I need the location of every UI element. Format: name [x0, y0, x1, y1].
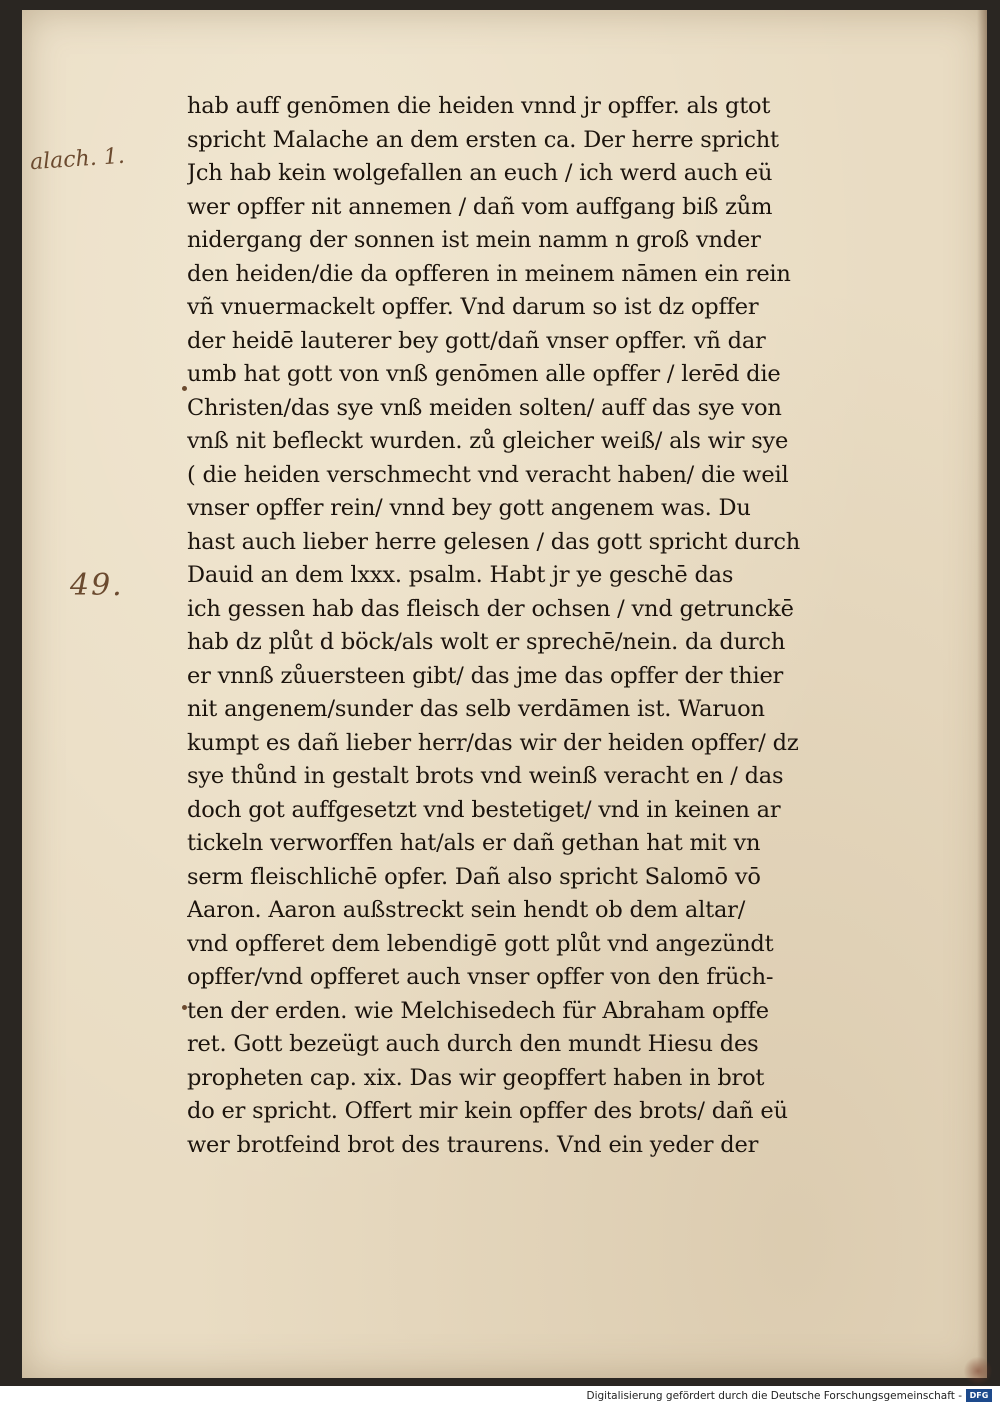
text-line: propheten cap. xix. Das wir geopffert haben in brot — [187, 1064, 765, 1091]
text-line: sye thůnd in gestalt brots vnd weinß veracht en / das — [187, 763, 784, 789]
text-line: ten der erden. wie Melchisedech für Abraham opffe — [187, 997, 769, 1024]
page-edge-shadow — [977, 10, 987, 1378]
text-line: vnd opfferet dem lebendigē gott plůt vnd angezündt — [187, 930, 774, 957]
text-line: doch got auffgesetzt vnd bestetiget/ vnd in keinen ar — [187, 796, 781, 823]
text-line: serm fleischlichē opfer. Dañ also spricht Salomō vō — [187, 863, 761, 890]
text-line: ( die heiden verschmecht vnd veracht haben/ die weil — [187, 461, 789, 488]
text-line: do er spricht. Offert mir kein opffer des brots/ dañ eü — [187, 1098, 788, 1124]
text-line: ret. Gott bezeügt auch durch den mundt Hiesu des — [187, 1031, 759, 1057]
margin-note-malachi: alach. 1. — [29, 143, 126, 176]
text-line: nidergang der sonnen ist mein namm n groß vnder — [187, 227, 761, 253]
text-line: der heidē lauterer bey gott/dañ vnser opffer. vñ dar — [187, 327, 766, 354]
text-line: vñ vnuermackelt opffer. Vnd darum so ist dz opffer — [187, 294, 759, 320]
text-line: umb hat gott von vnß genōmen alle opffer / lerēd die — [187, 361, 781, 387]
text-line: vnß nit befleckt wurden. zů gleicher weiß/ als wir sye — [187, 428, 789, 454]
text-line: wer opffer nit annemen / dañ vom auffgang biß zům — [187, 193, 773, 220]
text-line: den heiden/die da opfferen in meinem nāmen ein rein — [187, 260, 791, 287]
text-line: ich gessen hab das fleisch der ochsen / vnd getrunckē — [187, 595, 794, 622]
book-page — [22, 10, 987, 1378]
text-line: Dauid an dem lxxx. psalm. Habt jr ye geschē das — [187, 562, 734, 588]
text-line: spricht Malache an dem ersten ca. Der herre spricht — [187, 126, 779, 153]
text-line: Aaron. Aaron außstreckt sein hendt ob dem altar/ — [187, 897, 746, 923]
dfg-logo: DFG — [966, 1389, 992, 1402]
text-line: vnser opffer rein/ vnnd bey gott angenem was. Du — [187, 495, 751, 521]
text-line: tickeln verworffen hat/als er dañ gethan hat mit vn — [187, 830, 761, 856]
page-stain — [964, 1356, 992, 1386]
text-line: wer brotfeind brot des traurens. Vnd ein yeder der — [187, 1131, 759, 1158]
text-line: opffer/vnd opfferet auch vnser opffer von den früch- — [187, 964, 774, 990]
text-line: hast auch lieber herre gelesen / das gott spricht durch — [187, 528, 801, 555]
text-line: hab dz plůt d böck/als wolt er sprechē/nein. da durch — [187, 629, 786, 655]
margin-note-psalm: 49. — [70, 568, 124, 603]
body-text — [187, 90, 887, 1162]
text-line: nit angenem/sunder das selb verdāmen ist. Waruon — [187, 696, 765, 722]
text-line: hab auff genōmen die heiden vnnd jr opffer. als gtot — [187, 93, 771, 119]
text-line: Christen/das sye vnß meiden solten/ auff das sye von — [187, 394, 782, 421]
text-line: er vnnß zůuersteen gibt/ das jme das opffer der thier — [187, 662, 784, 689]
digitization-credit: Digitalisierung gefördert durch die Deutsche Forschungsgemeinschaft - — [586, 1390, 962, 1402]
text-line: kumpt es dañ lieber herr/das wir der heiden opffer/ dz — [187, 729, 799, 756]
text-line: Jch hab kein wolgefallen an euch / ich werd auch eü — [187, 160, 773, 186]
